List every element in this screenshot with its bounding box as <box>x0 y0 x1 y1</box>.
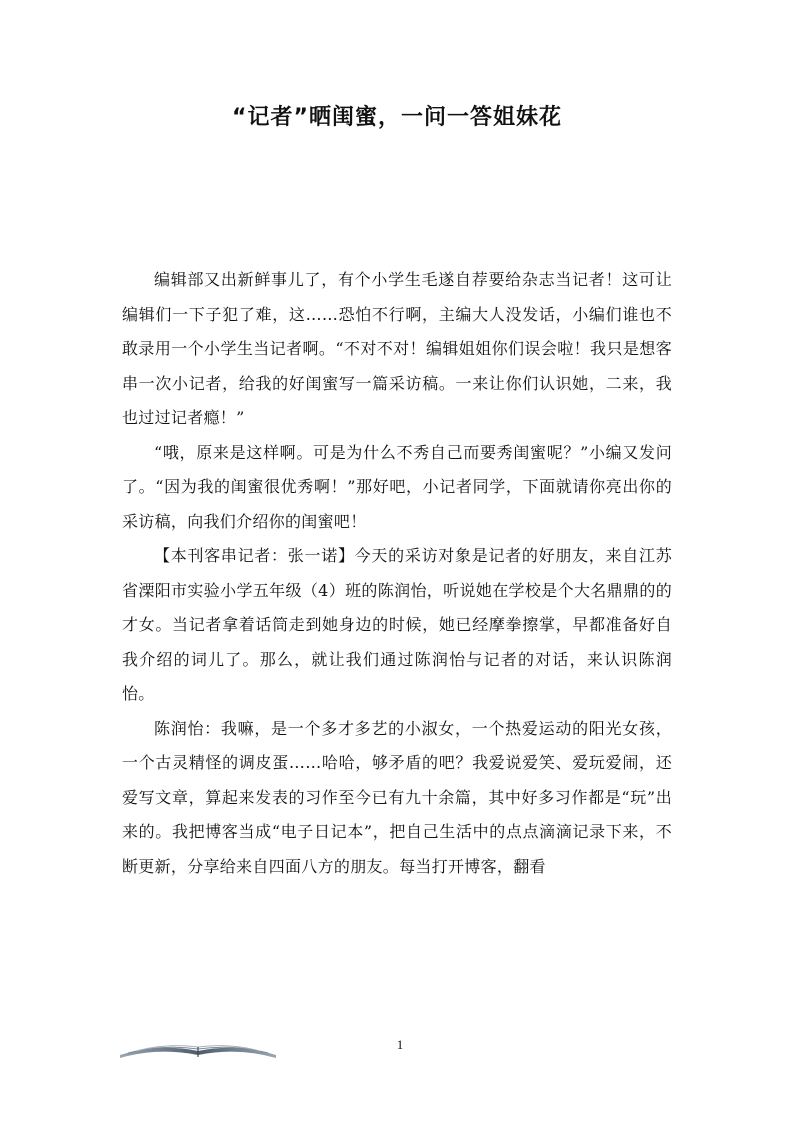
paragraph: 陈润怡：我嘛，是一个多才多艺的小淑女，一个热爱运动的阳光女孩，一个古灵精怪的调皮蛋……哈哈，够矛盾的吧？我爱说爱笑、爱玩爱闹，还爱写文章，算起来发表的习作至今已有九十余篇，其中好多习作都是“玩”出来的。我把博客当成“电子日记本”，把自己生活中的点点滴滴记录下来，不断更新，分享给来自四面八方的朋友。每当打开博客，翻看 <box>122 718 672 876</box>
page-number: 1 <box>396 1037 404 1052</box>
open-book-icon <box>118 1035 278 1061</box>
paragraph: 编辑部又出新鲜事儿了，有个小学生毛遂自荐要给杂志当记者！这可让编辑们一下子犯了难，这……恐怕不行啊，主编大人没发话，小编们谁也不敢录用一个小学生当记者啊。“不对不对！编辑姐姐你们误会啦！我只是想客串一次小记者，给我的好闺蜜写一篇采访稿。一来让你们认识她，二来，我也过过记者瘾！” <box>122 270 672 427</box>
paragraph: 【本刊客串记者：张一诺】今天的采访对象是记者的好朋友，来自江苏省溧阳市实验小学五年级（4）班的陈润怡，听说她在学校是个大名鼎鼎的的才女。当记者拿着话筒走到她身边的时候，她已经摩拳擦掌，早都准备好自我介绍的词儿了。那么，就让我们通过陈润怡与记者的对话，来认识陈润怡。 <box>122 546 672 703</box>
paragraph: “哦，原来是这样啊。可是为什么不秀自己而要秀闺蜜呢？”小编又发问了。“因为我的闺蜜很优秀啊！”那好吧，小记者同学，下面就请你亮出你的采访稿，向我们介绍你的闺蜜吧！ <box>122 442 672 531</box>
document-title: “记者”晒闺蜜，一问一答姐妹花 <box>232 105 562 130</box>
document-body <box>122 263 672 884</box>
